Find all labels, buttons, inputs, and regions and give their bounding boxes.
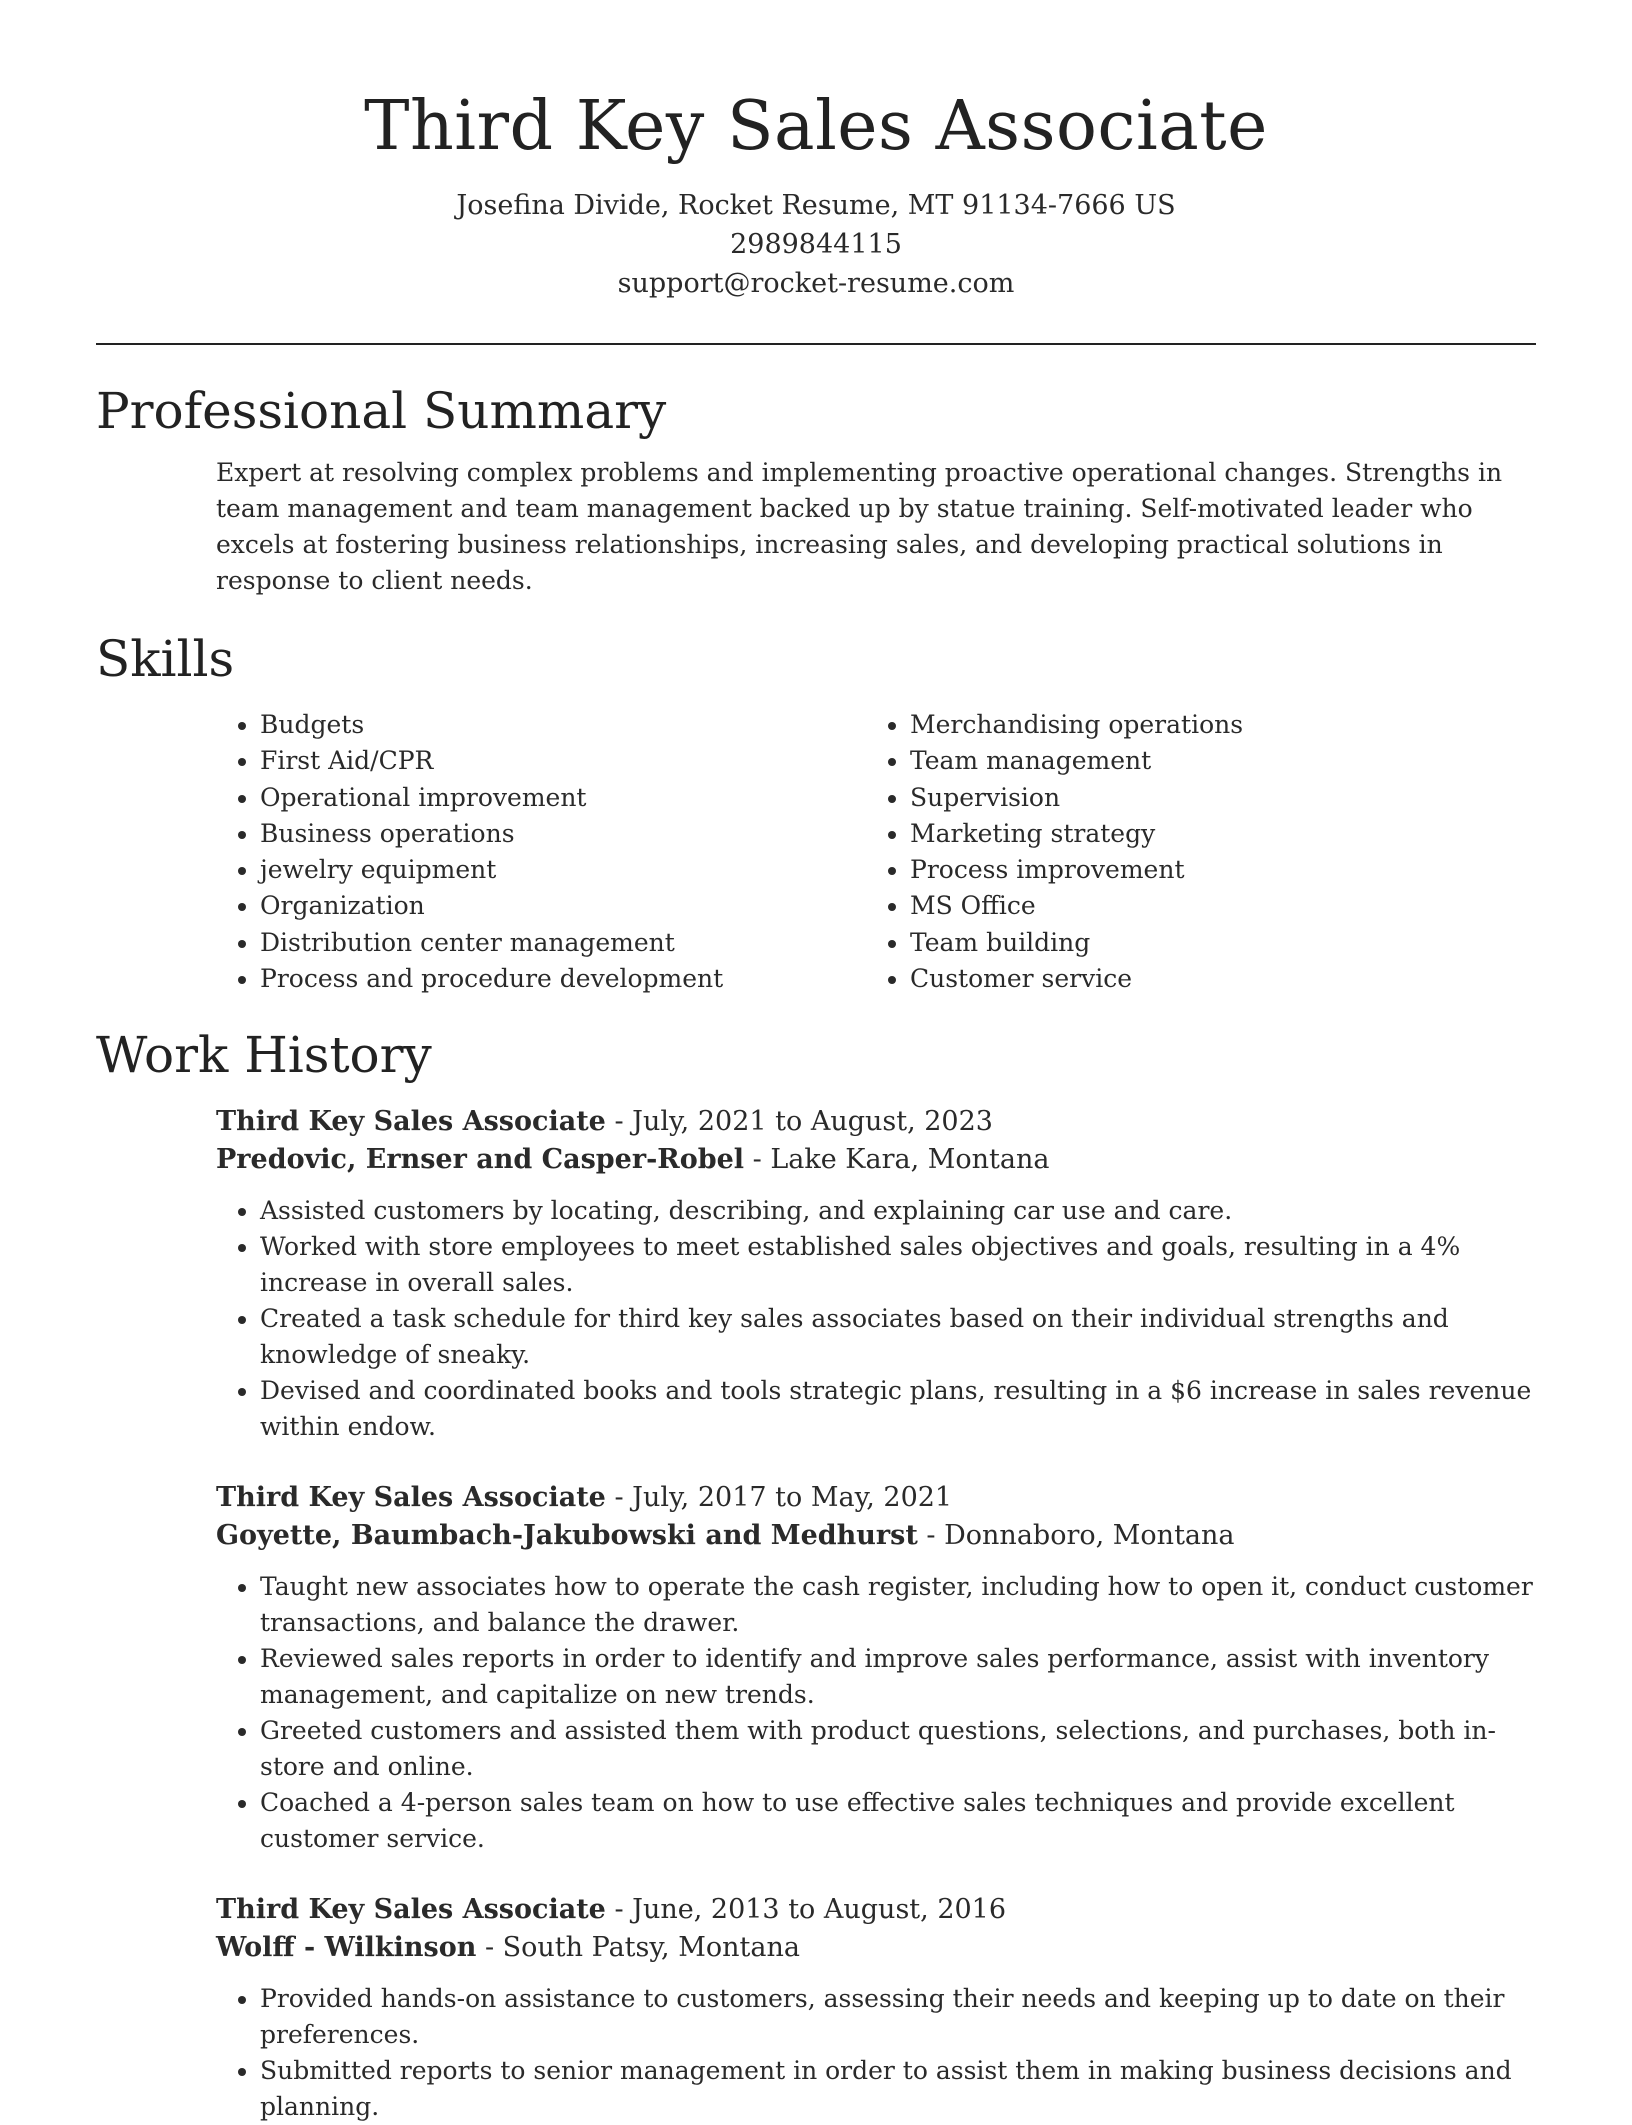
job-company: Goyette, Baumbach-Jakubowski and Medhurst <box>216 1520 918 1552</box>
skills-list <box>216 707 1536 997</box>
job-entry <box>216 1103 1536 1445</box>
contact-address: Josefina Divide, Rocket Resume, MT 91134-7666 US <box>456 190 1176 221</box>
job-title-line: Third Key Sales Associate - July, 2017 to May, 2021 <box>216 1482 953 1514</box>
job-company: Predovic, Ernser and Casper-Robel <box>216 1144 745 1176</box>
skill-item: • jewelry equipment <box>260 852 866 888</box>
section-title-work-history: Work History <box>96 1026 432 1085</box>
job-bullet: • Devised and coordinated books and tools strategic plans, resulting in a $6 increase in sales revenue within endow. <box>260 1373 1536 1445</box>
skill-item: • Operational improvement <box>260 780 866 816</box>
job-bullet: • Worked with store employees to meet established sales objectives and goals, resulting in a 4% increase in overall sales. <box>260 1229 1536 1301</box>
job-bullets <box>216 1569 1536 1857</box>
job-dates: July, 2017 to May, 2021 <box>632 1482 953 1514</box>
skill-item: • Marketing strategy <box>910 816 1516 852</box>
job-dates: June, 2013 to August, 2016 <box>632 1894 1007 1926</box>
contact-block <box>96 186 1536 303</box>
job-title: Third Key Sales Associate <box>216 1894 606 1926</box>
job-title-line: Third Key Sales Associate - June, 2013 to August, 2016 <box>216 1894 1007 1926</box>
section-title-summary: Professional Summary <box>96 382 667 440</box>
job-bullet: • Reviewed sales reports in order to identify and improve sales performance, assist with inventory management, and capitalize on new trends. <box>260 1641 1536 1713</box>
job-dates: July, 2021 to August, 2023 <box>632 1106 993 1138</box>
skill-item: • MS Office <box>910 888 1516 924</box>
job-bullet: • Greeted customers and assisted them with product questions, selections, and purchases, both in-store and online. <box>260 1713 1536 1785</box>
job-location: Donnaboro, Montana <box>944 1520 1235 1552</box>
section-title-skills: Skills <box>96 630 235 688</box>
skill-item: • Process improvement <box>910 852 1516 888</box>
job-company-line: Goyette, Baumbach-Jakubowski and Medhurst - Donnaboro, Montana <box>216 1520 1235 1552</box>
job-bullet: • Provided hands-on assistance to customers, assessing their needs and keeping up to date on their preferences. <box>260 1981 1536 2053</box>
contact-phone: 2989844115 <box>730 229 902 260</box>
skill-item: • Merchandising operations <box>910 707 1516 743</box>
contact-email: support@rocket-resume.com <box>617 268 1015 299</box>
skills-column-right <box>866 707 1516 997</box>
job-bullets <box>216 1981 1536 2125</box>
job-entry <box>216 1479 1536 1857</box>
skill-item: • Process and procedure development <box>260 961 866 997</box>
job-bullet: • Coached a 4-person sales team on how to use effective sales techniques and provide excellent customer service. <box>260 1785 1536 1857</box>
job-location: Lake Kara, Montana <box>770 1144 1050 1176</box>
skill-item: • Business operations <box>260 816 866 852</box>
skill-item: • Team building <box>910 925 1516 961</box>
job-location: South Patsy, Montana <box>502 1932 800 1964</box>
job-entry <box>216 1891 1536 2125</box>
job-bullets <box>216 1193 1536 1445</box>
job-company-line: Predovic, Ernser and Casper-Robel - Lake Kara, Montana <box>216 1144 1050 1176</box>
skill-item: • Distribution center management <box>260 925 866 961</box>
job-company: Wolff - Wilkinson <box>216 1932 477 1964</box>
header-divider <box>96 343 1536 345</box>
job-company-line: Wolff - Wilkinson - South Patsy, Montana <box>216 1932 800 1964</box>
skills-column-left <box>216 707 866 997</box>
job-bullet: • Created a task schedule for third key sales associates based on their individual strengths and knowledge of sneaky. <box>260 1301 1536 1373</box>
job-title: Third Key Sales Associate <box>216 1106 606 1138</box>
job-title: Third Key Sales Associate <box>216 1482 606 1514</box>
summary-text: Expert at resolving complex problems and implementing proactive operational changes. Strengths in team management and team management backed up by statue training. Self-motivated leader who excels at fostering business relationships, increasing sales, and developing practical solutions in response to client needs. <box>216 458 1503 595</box>
job-bullet: • Submitted reports to senior management in order to assist them in making business decisions and planning. <box>260 2053 1536 2125</box>
job-bullet: • Assisted customers by locating, describing, and explaining car use and care. <box>260 1193 1536 1229</box>
skill-item: • Team management <box>910 743 1516 779</box>
skill-item: • Budgets <box>260 707 866 743</box>
skill-item: • Supervision <box>910 780 1516 816</box>
resume-name: Third Key Sales Associate <box>364 87 1268 166</box>
skill-item: • Customer service <box>910 961 1516 997</box>
job-title-line: Third Key Sales Associate - July, 2021 to August, 2023 <box>216 1106 993 1138</box>
skill-item: • First Aid/CPR <box>260 743 866 779</box>
skill-item: • Organization <box>260 888 866 924</box>
resume-header <box>96 0 1536 303</box>
job-bullet: • Taught new associates how to operate the cash register, including how to open it, conduct customer transactions, and balance the drawer. <box>260 1569 1536 1641</box>
